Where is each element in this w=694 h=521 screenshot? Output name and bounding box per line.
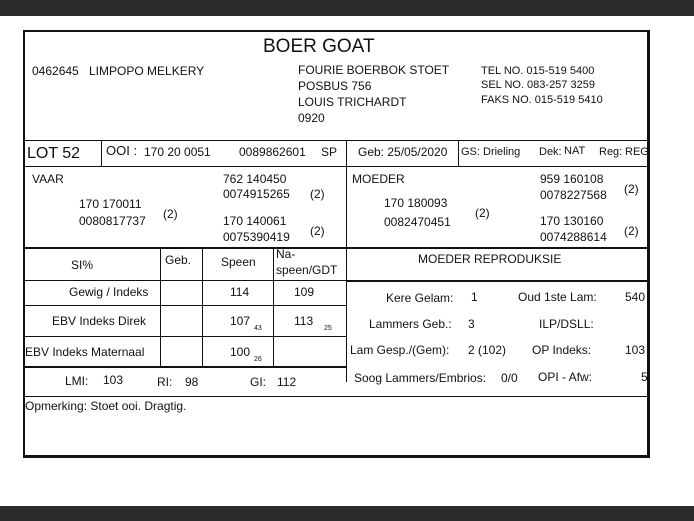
speen-header: Speen bbox=[221, 255, 256, 269]
si-header: SI% bbox=[71, 258, 94, 272]
divider bbox=[25, 280, 346, 281]
remark: Opmerking: Stoet ooi. Dragtig. bbox=[25, 399, 187, 413]
opi-label: OPI - Afw: bbox=[538, 370, 593, 384]
opi-value: 5 bbox=[641, 370, 648, 384]
speen-value: 100 bbox=[230, 345, 251, 359]
lmi-value: 103 bbox=[103, 373, 124, 387]
vaar-sire-reg: 0074915265 bbox=[223, 187, 290, 201]
vaar-dam-id: 170 140061 bbox=[223, 214, 287, 228]
divider bbox=[346, 166, 347, 382]
vaar-dam-reg: 0075390419 bbox=[223, 230, 290, 244]
ri-label: RI: bbox=[157, 375, 173, 389]
moeder-count: (2) bbox=[475, 206, 490, 220]
reg-value: REG bbox=[625, 146, 649, 158]
row-label: EBV Indeks Maternaal bbox=[25, 345, 145, 359]
moeder-sire-count: (2) bbox=[624, 182, 639, 196]
vaar-reg: 0080817737 bbox=[79, 214, 146, 228]
vaar-sire-id: 762 140450 bbox=[223, 172, 287, 186]
divider bbox=[25, 166, 650, 167]
moeder-sire-id: 959 160108 bbox=[540, 172, 604, 186]
vaar-label: VAAR bbox=[32, 172, 64, 186]
page-title: BOER GOAT bbox=[263, 36, 375, 57]
ri-value: 98 bbox=[185, 375, 199, 389]
soog-label: Soog Lammers/Embrios: bbox=[354, 371, 487, 385]
dek-label: Dek: bbox=[539, 146, 562, 158]
divider bbox=[25, 247, 650, 249]
lammers-label: Lammers Geb.: bbox=[369, 317, 452, 331]
row-label: EBV Indeks Direk bbox=[52, 314, 147, 328]
oud-value: 540 bbox=[625, 290, 646, 304]
catalog-page bbox=[0, 16, 694, 506]
divider bbox=[25, 366, 346, 368]
divider bbox=[346, 280, 650, 282]
dek-value: NAT bbox=[564, 145, 586, 157]
naspeen-header: Na- bbox=[276, 247, 296, 261]
divider bbox=[273, 247, 274, 366]
divider bbox=[346, 140, 347, 166]
kere-label: Kere Gelam: bbox=[386, 291, 454, 305]
naspeen-sub: 25 bbox=[324, 325, 332, 332]
op-value: 103 bbox=[625, 343, 646, 357]
farm-name: LIMPOPO MELKERY bbox=[89, 64, 205, 78]
divider bbox=[25, 396, 650, 397]
birth-date: Geb: 25/05/2020 bbox=[358, 145, 448, 159]
gi-label: GI: bbox=[250, 375, 267, 389]
address-line: 0920 bbox=[298, 111, 325, 125]
owner-name: FOURIE BOERBOK STOET bbox=[298, 63, 450, 77]
divider bbox=[458, 140, 459, 166]
vaar-sire-count: (2) bbox=[310, 187, 325, 201]
ooi-label: OOI : bbox=[106, 143, 138, 158]
ooi-id: 170 20 0051 bbox=[144, 145, 211, 159]
row-label: Gewig / Indeks bbox=[69, 285, 149, 299]
lot-card bbox=[23, 30, 650, 458]
moeder-dam-id: 170 130160 bbox=[540, 214, 604, 228]
vaar-count: (2) bbox=[163, 207, 178, 221]
lammers-value: 3 bbox=[468, 317, 475, 331]
vaar-dam-count: (2) bbox=[310, 224, 325, 238]
repro-title: MOEDER REPRODUKSIE bbox=[418, 252, 562, 266]
lam-value: 2 (102) bbox=[468, 343, 507, 357]
vaar-id: 170 170011 bbox=[79, 197, 142, 211]
lot-number: LOT 52 bbox=[27, 145, 81, 162]
member-number: 0462645 bbox=[32, 64, 79, 78]
gi-value: 112 bbox=[277, 375, 297, 389]
oud-label: Oud 1ste Lam: bbox=[518, 290, 597, 304]
naspeen-value: 109 bbox=[294, 285, 315, 299]
ooi-reg: 0089862601 bbox=[239, 145, 306, 159]
moeder-dam-reg: 0074288614 bbox=[540, 230, 607, 244]
contact-line: FAKS NO. 015-519 5410 bbox=[481, 94, 603, 106]
address-line: POSBUS 756 bbox=[298, 79, 372, 93]
divider bbox=[160, 247, 161, 366]
lmi-label: LMI: bbox=[65, 374, 89, 388]
divider bbox=[202, 247, 203, 366]
speen-value: 107 bbox=[230, 314, 251, 328]
address-line: LOUIS TRICHARDT bbox=[298, 95, 407, 109]
kere-value: 1 bbox=[471, 290, 478, 304]
naspeen-value: 113 bbox=[294, 314, 314, 328]
moeder-id: 170 180093 bbox=[384, 196, 448, 210]
moeder-label: MOEDER bbox=[352, 172, 405, 186]
contact-line: SEL NO. 083-257 3259 bbox=[481, 79, 595, 91]
divider bbox=[101, 140, 102, 166]
speen-sub: 26 bbox=[254, 356, 262, 363]
speen-sub: 43 bbox=[254, 325, 262, 332]
divider bbox=[25, 336, 346, 337]
divider bbox=[25, 140, 650, 141]
divider bbox=[25, 305, 346, 306]
naspeen-header: speen/GDT bbox=[276, 263, 338, 277]
op-label: OP Indeks: bbox=[532, 343, 592, 357]
contact-line: TEL NO. 015-519 5400 bbox=[481, 65, 595, 77]
lam-label: Lam Gesp./(Gem): bbox=[350, 343, 450, 357]
soog-value: 0/0 bbox=[501, 371, 518, 385]
ilp-label: ILP/DSLL: bbox=[539, 317, 594, 331]
ooi-code: SP bbox=[321, 145, 338, 159]
gs-value: GS: Drieling bbox=[461, 146, 521, 158]
geb-header: Geb. bbox=[165, 253, 192, 267]
speen-value: 114 bbox=[230, 285, 250, 299]
moeder-dam-count: (2) bbox=[624, 224, 639, 238]
moeder-sire-reg: 0078227568 bbox=[540, 188, 607, 202]
moeder-reg: 0082470451 bbox=[384, 215, 451, 229]
reg-label: Reg: bbox=[599, 146, 623, 158]
